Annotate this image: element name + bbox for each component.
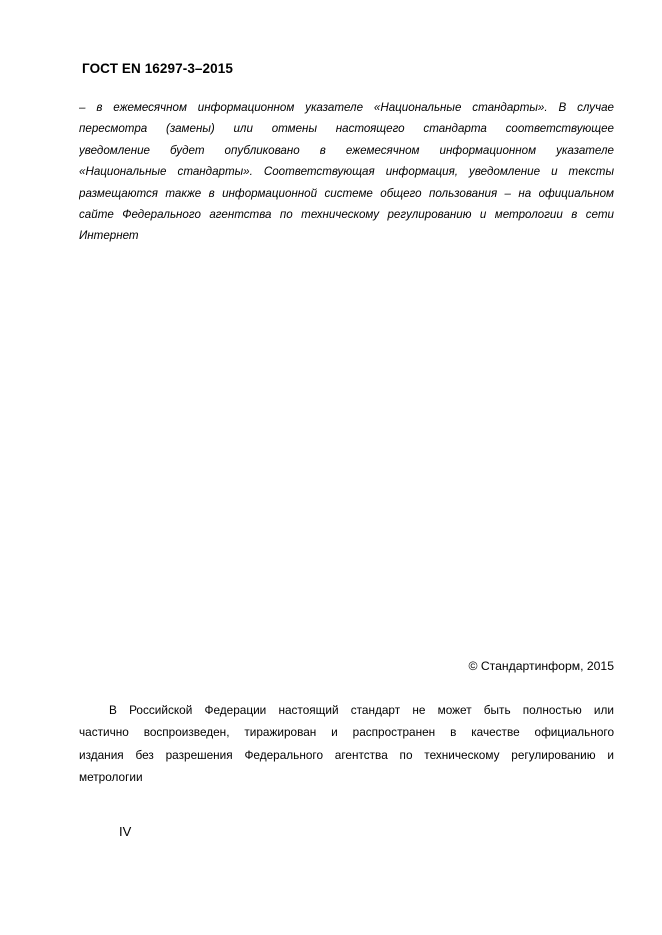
document-code-header: ГОСТ EN 16297-3–2015 — [82, 61, 233, 76]
paragraph-line: издания без разрешения Федерального агентства по техническому регулированию и — [79, 747, 614, 762]
paragraph-line: Интернет — [79, 229, 139, 243]
paragraph-line: «Национальные стандарты». Соответствующая информация, уведомление и тексты — [79, 165, 614, 179]
paragraph-line: сайте Федерального агентства по техническому регулированию и метрологии в сети — [79, 207, 614, 221]
paragraph-line: пересмотра (замены) или отмены настоящего стандарта соответствующее — [79, 122, 614, 136]
copyright-notice: © Стандартинформ, 2015 — [468, 659, 614, 673]
rights-notice-paragraph — [79, 699, 614, 789]
paragraph-line: – в ежемесячном информационном указателе «Национальные стандарты». В случае — [79, 101, 614, 114]
paragraph-line: метрологии — [79, 770, 143, 785]
paragraph-line: размещаются также в информационной системе общего пользования – на официальном — [79, 186, 614, 200]
paragraph-line: уведомление будет опубликовано в ежемесячном информационном указателе — [79, 143, 614, 157]
page-number: IV — [119, 824, 132, 839]
intro-paragraph — [79, 97, 614, 247]
paragraph-line: частично воспроизведен, тиражирован и распространен в качестве официального — [79, 725, 614, 740]
paragraph-line: В Российской Федерации настоящий стандарт не может быть полностью или — [109, 703, 614, 717]
